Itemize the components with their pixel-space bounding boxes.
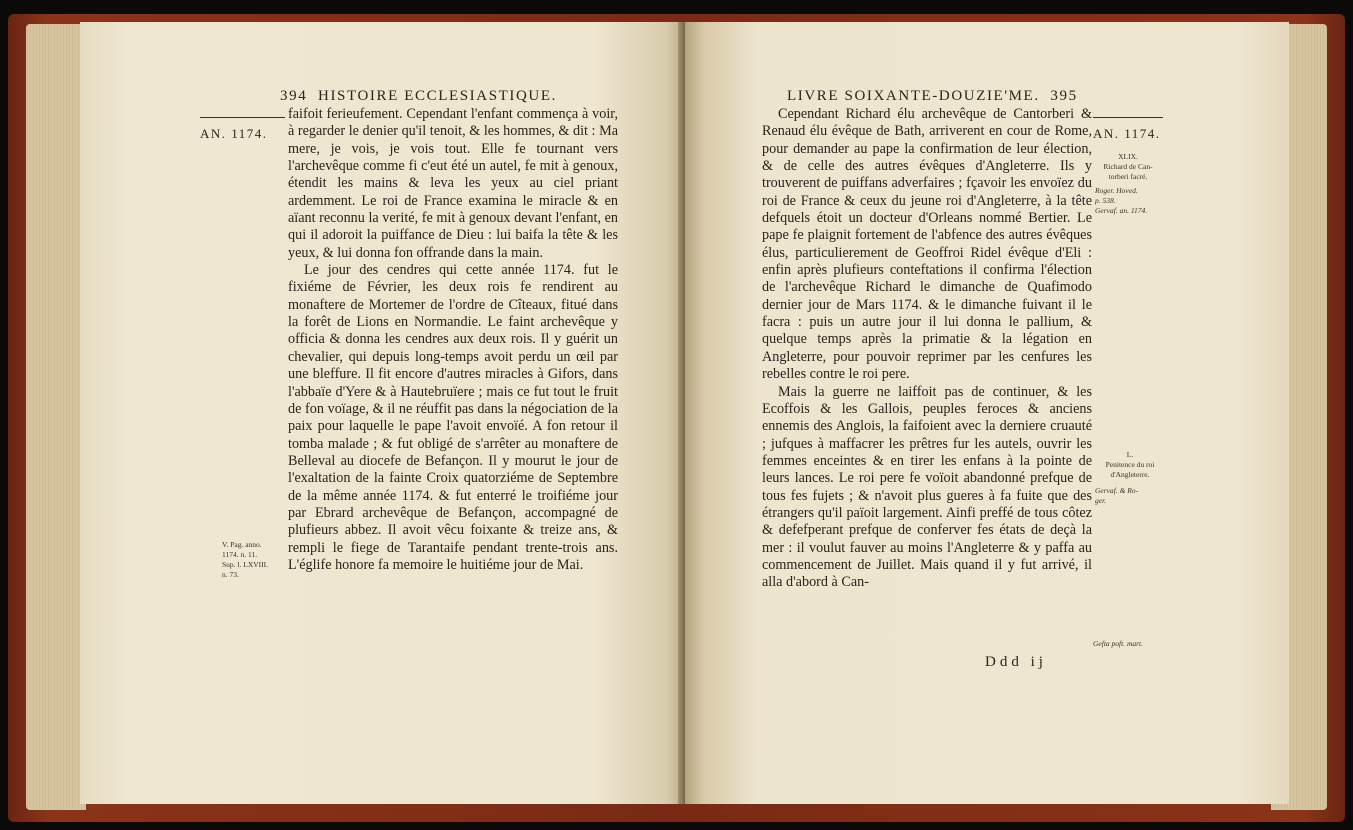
right-body-text bbox=[762, 106, 1092, 592]
right-margin-rule bbox=[1093, 117, 1163, 118]
left-body-text bbox=[288, 106, 618, 574]
left-running-title: HISTOIRE ECCLESIASTIQUE. bbox=[318, 88, 557, 104]
section-49-refs: Roger. Hoved. p. 538. Gervaf. an. 1174. bbox=[1095, 186, 1148, 215]
right-paragraph-1: Cependant Richard élu archevêque de Cantorberi & Renaud élu évêque de Bath, arriverent en cour de Rome, pour demander au pape la confirmation de leur élection, & de celle des autres évêques d'Angleterre. Ils y trouverent de puiffans adverfaires ; fçavoir les envoïez du roi de France & ceux du jeune roi d'Angleterre, à la tête defquels étoit un docteur d'Orleans nommé Bertier. Le pape fe plaignit fortement de l'abfence des autres évêques élus, particulierement de Geoffroi Ridel évêque d'Eli : enfin après plufieurs conteftations il confirma l'élection de l'archevêque Richard le dimanche de Quafimodo dernier jour de Mars 1174. & le dimanche fuivant il le facra : puis un autre jour il lui donna le pallium, & quelque temps après la primatie & la légation en Angleterre, pour pouvoir reprimer par les cenfures les rebelles contre le roi pere. bbox=[762, 106, 1092, 383]
right-page-number: 395 bbox=[1050, 88, 1078, 104]
signature-mark: Ddd ij bbox=[985, 654, 1047, 670]
section-50-note: L. Penitence du roi d'Angleterre. bbox=[1095, 450, 1165, 480]
right-page bbox=[685, 22, 1289, 804]
left-page bbox=[80, 22, 685, 804]
left-paragraph-2: Le jour des cendres qui cette année 1174. fut le fixiéme de Février, les deux rois fe rendirent au monaftere de Mortemer de l'ordre de Cîteaux, fitué dans la forêt de Lions en Normandie. Le faint archevêque y officia & donna les cendres aux deux rois. Il y guérit un chevalier, qui depuis long-temps avoit perdu un œil par une bleffure. Il fit encore d'autres miracles à Gifors, dans l'abbaïe d'Yere & à Hautebruïere ; mais ce fut tout le fruit de fon voïage, & il ne réuffit pas dans la négociation de la paix pour laquelle le pape l'avoit envoïé. A fon retour il tomba malade ; & fut obligé de s'arrêter au monaftere de Belleval au diocefe de Befançon. Il y mourut le jour de l'exaltation de la fainte Croix quatorziéme de Septembre de la même année 1174. & fut enterré le troifiéme jour par Ebrard archevêque de Befançon, accompagné de plufieurs abbez. Il avoit vêcu foixante & treize ans, & rempli le fiege de Tarantaife pendant trente-trois ans. L'églife honore fa memoire le huitiéme jour de Mai. bbox=[288, 262, 618, 573]
left-margin-note: V. Pag. anno. 1174. n. 11. Sup. l. LXVIII. n. 73. bbox=[222, 540, 269, 579]
left-margin-rule bbox=[200, 117, 285, 118]
left-paragraph-1: faifoit ferieufement. Cependant l'enfant commença à voir, à regarder le denier qu'il tenoit, & les hommes, & dit : Ma mere, je vois, je vois tout. Elle fe tournant vers l'archevêque comme fi c'eut été un autel, fe mit à genoux, étendit les mains & leva les yeux au ciel priant ardemment. Le roi de France examina le miracle & en aïant reconnu la verité, fe mit à genoux devant l'enfant, en qui il adoroit la puiffance de Dieu : lui baifa la tête & les yeux, & lui donna fon offrande dans la main. bbox=[288, 106, 618, 261]
section-50-number: L. bbox=[1126, 450, 1134, 459]
page-edges-left bbox=[26, 24, 86, 810]
section-50-refs: Gervaf. & Ro- ger. bbox=[1095, 486, 1139, 505]
right-running-title: LIVRE SOIXANTE-DOUZIE'ME. bbox=[787, 88, 1040, 104]
section-49-number: XLIX. bbox=[1118, 152, 1138, 161]
left-page-number: 394 bbox=[280, 88, 308, 104]
final-margin-ref: Gefta poft. mart. bbox=[1093, 639, 1143, 648]
right-running-head bbox=[787, 88, 1078, 105]
left-year-label: AN. 1174. bbox=[200, 126, 268, 141]
section-49-note: XLIX. Richard de Can- torberi facré. bbox=[1095, 152, 1161, 182]
left-running-head bbox=[280, 88, 557, 105]
right-year-label: AN. 1174. bbox=[1093, 126, 1161, 141]
right-paragraph-2: Mais la guerre ne laiffoit pas de continuer, & les Ecoffois & les Gallois, peuples feroces & anciens ennemis des Anglois, la faifoient avec la derniere cruauté ; jufques à maffacrer les prêtres fur les autels, ouvrir les femmes enceintes & en tirer les enfans à la pointe de leurs lances. Le roi pere fe voïoit abandonné prefque de tous fes fujets ; & n'avoit plus gueres à fa fuite que des étrangers qu'il païoit largement. Ainfi preffé de tous côtez & defefperant prefque de conferver fes états de deçà la mer : il voulut fauver au moins l'Angleterre & y paffa au commencement de Juillet. Mais quand il y fut arrivé, il alla d'abord à Can- bbox=[762, 383, 1092, 591]
